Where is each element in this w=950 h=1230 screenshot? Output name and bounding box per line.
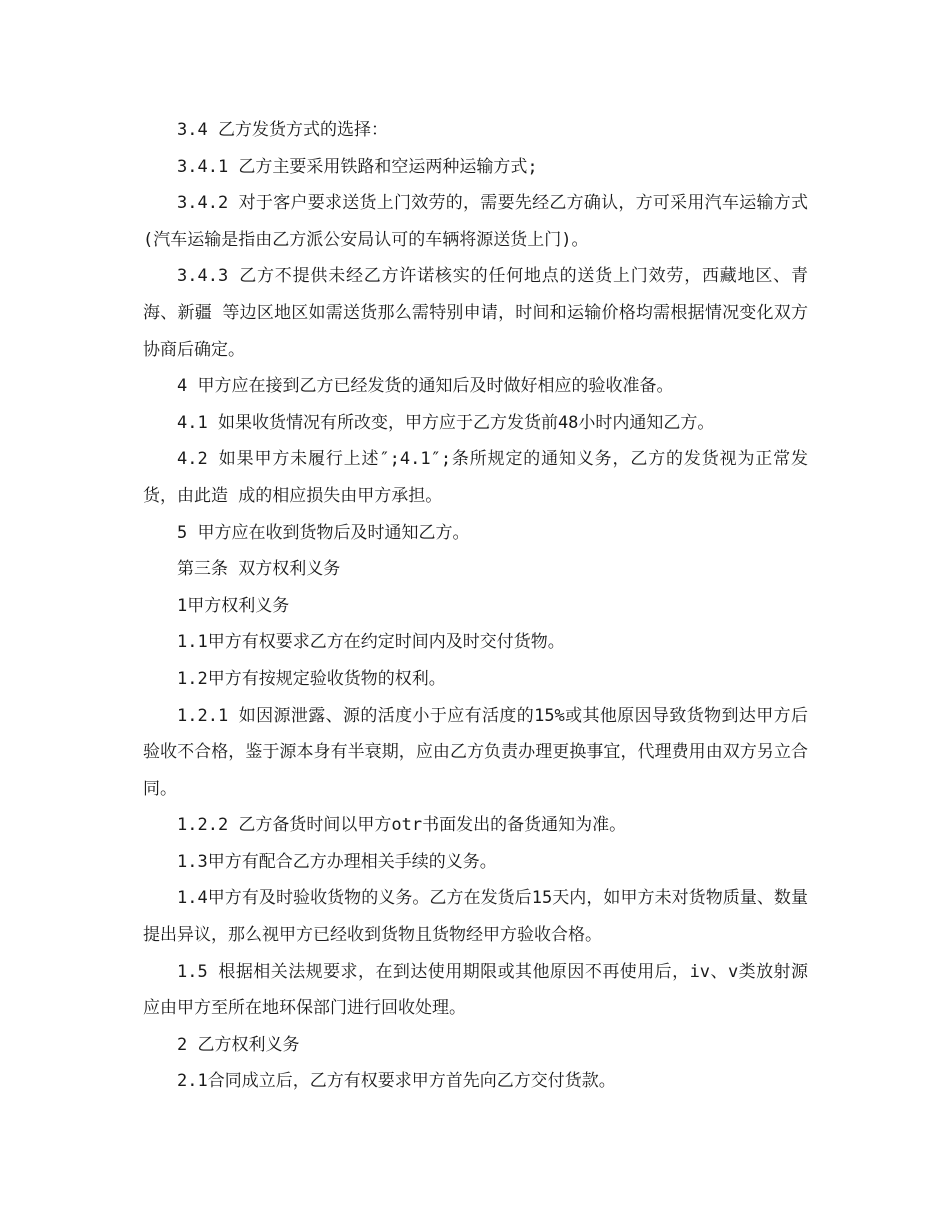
document-body bbox=[143, 112, 808, 1100]
paragraph-1-2: 1.2甲方有按规定验收货物的权利。 bbox=[177, 668, 446, 689]
paragraph-1-2-2: 1.2.2 乙方备货时间以甲方otr书面发出的备货通知为准。 bbox=[177, 815, 627, 836]
paragraph-2-1: 2.1合同成立后，乙方有权要求甲方首先向乙方交付货款。 bbox=[177, 1071, 616, 1092]
paragraph-4-1: 4.1 如果收货情况有所改变，甲方应于乙方发货前48小时内通知乙方。 bbox=[177, 412, 715, 433]
paragraph-4: 4 甲方应在接到乙方已经发货的通知后及时做好相应的验收准备。 bbox=[177, 376, 674, 397]
paragraph-4-2: 4.2 如果甲方未履行上述″;4.1″;条所规定的通知义务，乙方的发货视为正常发货，由此造 成的相应损失由甲方承担。 bbox=[143, 449, 808, 506]
paragraph-1-3: 1.3甲方有配合乙方办理相关手续的义务。 bbox=[177, 851, 497, 872]
paragraph-1-4: 1.4甲方有及时验收货物的义务。乙方在发货后15天内，如甲方未对货物质量、数量提出异议，那么视甲方已经收到货物且货物经甲方验收合格。 bbox=[143, 888, 808, 946]
paragraph-3-4-2: 3.4.2 对于客户要求送货上门效劳的，需要先经乙方确认，方可采用汽车运输方式(汽车运输是指由乙方派公安局认可的车辆将源送货上门)。 bbox=[143, 193, 808, 250]
paragraph-3-4-3: 3.4.3 乙方不提供未经乙方许诺核实的任何地点的送货上门效劳，西藏地区、青海、新疆 等边区地区如需送货那么需特别申请，时间和运输价格均需根据情况变化双方协商后确定。 bbox=[143, 266, 808, 360]
paragraph-3-4-1: 3.4.1 乙方主要采用铁路和空运两种运输方式; bbox=[177, 156, 538, 177]
section-heading-article-3: 第三条 双方权利义务 bbox=[177, 559, 341, 580]
paragraph-1: 1甲方权利义务 bbox=[177, 595, 290, 616]
paragraph-5: 5 甲方应在收到货物后及时通知乙方。 bbox=[177, 522, 470, 543]
paragraph-3-4: 3.4 乙方发货方式的选择： bbox=[177, 120, 388, 140]
paragraph-1-5: 1.5 根据相关法规要求，在到达使用期限或其他原因不再使用后，iv、v类放射源应由甲方至所在地环保部门进行回收处理。 bbox=[143, 961, 808, 1019]
paragraph-1-2-1: 1.2.1 如因源泄露、源的活度小于应有活度的15%或其他原因导致货物到达甲方后验收不合格，鉴于源本身有半衰期，应由乙方负责办理更换事宜，代理费用由双方另立合同。 bbox=[143, 705, 808, 799]
paragraph-1-1: 1.1甲方有权要求乙方在约定时间内及时交付货物。 bbox=[177, 632, 565, 653]
paragraph-2: 2 乙方权利义务 bbox=[177, 1034, 300, 1055]
